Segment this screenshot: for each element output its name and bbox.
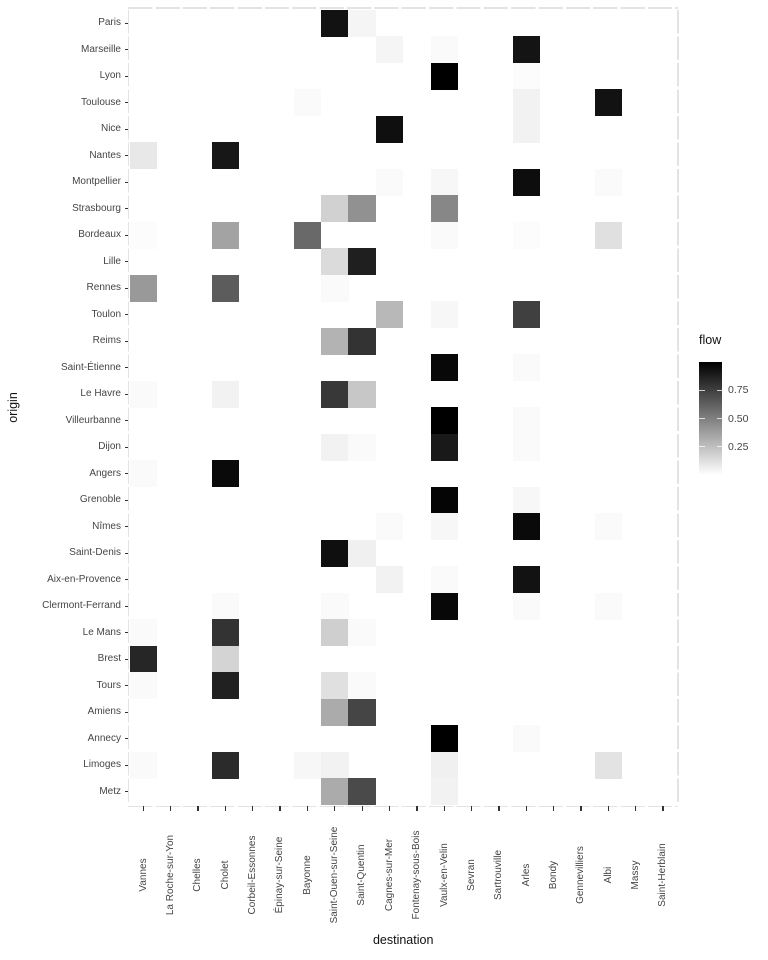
y-axis-tick (125, 606, 129, 607)
heatmap-cell (212, 646, 240, 673)
x-tick-label: Chelles (192, 858, 204, 892)
y-tick-label: Nice (100, 123, 121, 135)
heatmap-cell (130, 275, 158, 302)
heatmap-cell (130, 672, 158, 699)
heatmap-cell (595, 169, 623, 196)
y-axis-tick (125, 685, 129, 686)
heatmap-cell (321, 10, 349, 37)
y-axis-tick (125, 314, 129, 315)
y-tick-label: Dijon (98, 441, 121, 453)
heatmap-cell (348, 195, 376, 222)
y-tick-label: Toulouse (80, 96, 121, 108)
panel-border-bottom (128, 806, 678, 807)
heatmap-cell (431, 487, 459, 514)
heatmap-cell (348, 381, 376, 408)
y-tick-label: Lyon (99, 70, 121, 82)
x-axis-tick (526, 806, 527, 811)
y-axis-tick (125, 473, 129, 474)
y-axis-tick (125, 49, 129, 50)
heatmap-cell (513, 169, 541, 196)
heatmap-cell (212, 381, 240, 408)
x-axis-tick (197, 806, 198, 811)
y-tick-label: Le Havre (80, 388, 121, 400)
y-axis-tick (125, 76, 129, 77)
y-axis-tick (125, 235, 129, 236)
heatmap-cell (513, 36, 541, 63)
heatmap-cell (348, 778, 376, 805)
y-tick-label: Marseille (80, 43, 121, 55)
heatmap-cell (513, 566, 541, 593)
x-axis-tick (444, 806, 445, 811)
x-tick-label: Bondy (548, 860, 560, 890)
y-tick-label: Tours (96, 679, 121, 691)
x-tick-label: Corbeil-Essonnes (247, 835, 259, 915)
x-axis-tick (143, 806, 144, 811)
heatmap-cell (212, 460, 240, 487)
heatmap-cell (130, 646, 158, 673)
x-axis-tick (580, 806, 581, 811)
heatmap-cell (431, 407, 459, 434)
legend-tick-label: 0.25 (728, 440, 749, 453)
x-axis-tick (608, 806, 609, 811)
legend-tick (699, 418, 705, 419)
heatmap-cell (513, 222, 541, 249)
y-axis-tick (125, 632, 129, 633)
heatmap-cell (321, 619, 349, 646)
heatmap-cell (321, 248, 349, 275)
y-tick-label: Clermont-Ferrand (42, 600, 121, 612)
x-tick-label: Cagnes-sur-Mer (384, 838, 395, 912)
heatmap-cell (348, 619, 376, 646)
x-axis-tick (389, 806, 390, 811)
x-axis-tick (170, 806, 171, 811)
heatmap-cell (431, 301, 459, 328)
heatmap-cell (130, 142, 158, 169)
heatmap-cell (321, 381, 349, 408)
heatmap-cell (321, 672, 349, 699)
heatmap-cell (212, 222, 240, 249)
y-tick-label: Paris (98, 17, 121, 29)
y-axis-tick (125, 102, 129, 103)
heatmap-cell (321, 275, 349, 302)
legend-tick (717, 446, 723, 447)
x-axis-tick (662, 806, 663, 811)
heatmap-cell (431, 752, 459, 779)
y-axis-tick (125, 500, 129, 501)
y-axis-tick (125, 155, 129, 156)
heatmap-cell (294, 222, 322, 249)
heatmap-cell (431, 725, 459, 752)
heatmap-cell (431, 169, 459, 196)
heatmap-cell (513, 513, 541, 540)
heatmap-cell (595, 513, 623, 540)
heatmap-cell (130, 381, 158, 408)
heatmap-cell (321, 434, 349, 461)
y-axis-tick (125, 526, 129, 527)
heatmap-cell (513, 725, 541, 752)
y-tick-label: Saint-Denis (69, 547, 121, 559)
x-tick-label: Arles (520, 863, 532, 887)
y-tick-label: Nîmes (92, 520, 121, 532)
x-axis-tick (635, 806, 636, 811)
heatmap-cell (513, 89, 541, 116)
y-tick-label: Annecy (87, 732, 121, 744)
x-axis-tick (279, 806, 280, 811)
x-tick-label: La Roche-sur-Yon (165, 834, 177, 916)
heatmap-cell (431, 593, 459, 620)
legend-tick-label: 0.50 (728, 412, 749, 425)
heatmap-cell (513, 434, 541, 461)
heatmap-cell (212, 619, 240, 646)
x-tick-label: Bayonne (301, 855, 313, 895)
y-axis-tick (125, 553, 129, 554)
legend-title: flow (699, 333, 722, 347)
heatmap-cell (348, 434, 376, 461)
heatmap-cell (321, 540, 349, 567)
heatmap-cell (431, 354, 459, 381)
y-axis-tick (125, 394, 129, 395)
y-axis-tick (125, 447, 129, 448)
y-tick-label: Limoges (83, 759, 121, 771)
x-tick-label: Saint-Ouen-sur-Seine (329, 826, 341, 924)
y-tick-label: Saint-Étienne (60, 361, 121, 373)
x-axis-title: destination (372, 933, 434, 947)
heatmap-cell (321, 778, 349, 805)
y-axis-tick (125, 182, 129, 183)
y-axis-tick (125, 341, 129, 342)
heatmap-cell (513, 354, 541, 381)
y-axis-title: origin (6, 392, 20, 423)
x-tick-label: Saint-Quentin (356, 844, 368, 906)
x-axis-tick (225, 806, 226, 811)
y-axis-tick (125, 23, 129, 24)
x-tick-label: Massy (630, 860, 642, 890)
y-axis-tick (125, 261, 129, 262)
legend-tick-label: 0.75 (728, 384, 749, 397)
x-tick-label: Épinay-sur-Seine (274, 836, 286, 914)
heatmap-cell (212, 142, 240, 169)
heatmap-cell (431, 63, 459, 90)
y-axis-tick (125, 208, 129, 209)
y-tick-label: Brest (97, 653, 121, 665)
heatmap-cell (321, 195, 349, 222)
x-tick-label: Vannes (137, 858, 149, 892)
heatmap-cell (321, 593, 349, 620)
heatmap-cell (513, 116, 541, 143)
heatmap-cell (321, 699, 349, 726)
panel-border-right (677, 10, 678, 805)
y-axis-tick (125, 659, 129, 660)
x-axis-tick (471, 806, 472, 811)
heatmap-cell (348, 10, 376, 37)
y-tick-label: Nantes (89, 149, 121, 161)
x-axis-tick (498, 806, 499, 811)
heatmap-cell (431, 566, 459, 593)
heatmap-cell (212, 752, 240, 779)
legend-tick (699, 446, 705, 447)
heatmap-cell (595, 752, 623, 779)
legend-tick (717, 418, 723, 419)
x-axis-tick (553, 806, 554, 811)
heatmap-cell (321, 328, 349, 355)
x-tick-label: Albi (602, 866, 614, 884)
heatmap-cell (513, 301, 541, 328)
heatmap-cell (595, 593, 623, 620)
heatmap-cell (376, 169, 404, 196)
y-axis-tick (125, 288, 129, 289)
heatmap-cell (130, 460, 158, 487)
x-tick-label: Vaulx-en-Velin (438, 843, 450, 907)
heatmap-cell (212, 593, 240, 620)
heatmap-cell (431, 434, 459, 461)
y-tick-label: Strasbourg (72, 202, 121, 214)
y-axis-tick (125, 420, 129, 421)
y-tick-label: Rennes (86, 282, 121, 294)
heatmap-cell (348, 540, 376, 567)
heatmap-cell (376, 566, 404, 593)
y-axis-tick (125, 367, 129, 368)
heatmap-cell (130, 222, 158, 249)
legend-tick (717, 390, 723, 391)
heatmap-cell (513, 487, 541, 514)
y-tick-label: Aix-en-Provence (47, 573, 121, 585)
heatmap-cell (376, 301, 404, 328)
y-tick-label: Lille (103, 255, 121, 267)
y-axis-tick (125, 738, 129, 739)
y-axis-tick (125, 791, 129, 792)
x-axis-tick (362, 806, 363, 811)
heatmap-cell (431, 778, 459, 805)
heatmap-cell (376, 36, 404, 63)
heatmap-cell (321, 752, 349, 779)
y-tick-label: Reims (92, 335, 121, 347)
heatmap-cell (376, 116, 404, 143)
y-axis-tick (125, 765, 129, 766)
y-tick-label: Amiens (87, 706, 121, 718)
heatmap-cell (376, 513, 404, 540)
heatmap-cell (294, 89, 322, 116)
x-tick-label: Saint-Herblain (657, 843, 669, 907)
y-tick-label: Metz (99, 785, 121, 797)
heatmap-cell (431, 222, 459, 249)
heatmap-cell (212, 672, 240, 699)
x-tick-label: Sevran (466, 859, 478, 891)
x-tick-label: Sartrouville (493, 849, 505, 901)
y-tick-label: Le Mans (82, 626, 121, 638)
heatmap-cell (348, 699, 376, 726)
heatmap-cell (348, 328, 376, 355)
heatmap-cell (513, 63, 541, 90)
heatmap-cell (595, 89, 623, 116)
panel-border-top (128, 7, 678, 8)
y-tick-label: Bordeaux (78, 229, 121, 241)
x-tick-label: Gennevilliers (575, 846, 587, 904)
heatmap-cell (431, 36, 459, 63)
y-tick-label: Villeurbanne (65, 414, 121, 426)
x-tick-label: Fontenay-sous-Bois (411, 830, 423, 920)
heatmap-cell (513, 407, 541, 434)
y-tick-label: Grenoble (79, 494, 121, 506)
heatmap-cell (130, 619, 158, 646)
x-tick-label: Cholet (219, 860, 231, 890)
x-axis-tick (307, 806, 308, 811)
y-axis-tick (125, 712, 129, 713)
heatmap-cell (348, 248, 376, 275)
heatmap-cell (513, 593, 541, 620)
x-axis-tick (416, 806, 417, 811)
y-tick-label: Toulon (91, 308, 121, 320)
y-axis-tick (125, 579, 129, 580)
heatmap-cell (595, 222, 623, 249)
heatmap-cell (294, 752, 322, 779)
y-tick-label: Montpellier (72, 176, 121, 188)
x-axis-tick (252, 806, 253, 811)
heatmap-cell (431, 195, 459, 222)
heatmap-cell (130, 752, 158, 779)
y-tick-label: Angers (89, 467, 121, 479)
x-axis-tick (334, 806, 335, 811)
y-axis-tick (125, 129, 129, 130)
heatmap-cell (431, 513, 459, 540)
heatmap-cell (212, 275, 240, 302)
heatmap-cell (348, 672, 376, 699)
legend-tick (699, 390, 705, 391)
